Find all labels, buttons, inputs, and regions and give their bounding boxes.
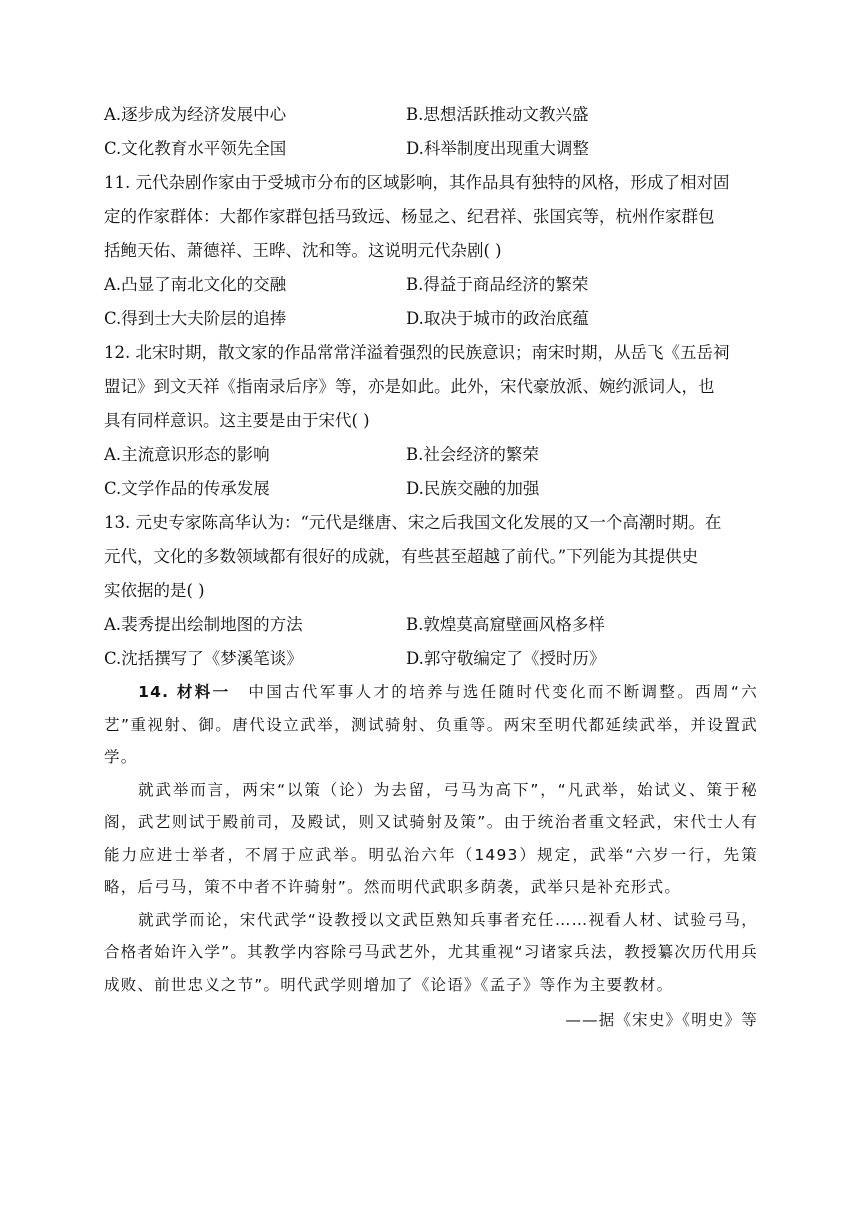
q12-stem-line: 盟记》到文天祥《指南录后序》等，亦是如此。此外，宋代豪放派、婉约派词人，也 bbox=[104, 377, 715, 396]
q11-option-row bbox=[104, 302, 758, 336]
q10-option-a[interactable]: A.逐步成为经济发展中心 bbox=[104, 105, 287, 124]
q10-option-row bbox=[104, 132, 758, 166]
q13-option-row bbox=[104, 642, 758, 676]
q14-paragraph-1 bbox=[104, 676, 758, 774]
q14-paragraph-1-text: 中国古代军事人才的培养与选任随时代变化而不断调整。西周“六艺”重视射、御。唐代设立武举，测试骑射、负重等。两宋至明代都延续武举，并设置武学。 bbox=[104, 683, 758, 766]
q11-stem-line: 定的作家群体：大都作家群包括马致远、杨显之、纪君祥、张国宾等，杭州作家群包 bbox=[104, 207, 715, 226]
q12-option-d[interactable]: D.民族交融的加强 bbox=[406, 479, 540, 498]
q13-stem-line: 实依据的是( ) bbox=[104, 581, 205, 600]
q11-option-row bbox=[104, 268, 758, 302]
q13-option-c[interactable]: C.沈括撰写了《梦溪笔谈》 bbox=[104, 649, 303, 668]
q14-heading: 14. 材料一 bbox=[138, 683, 231, 701]
q13-stem-line: 13. 元史专家陈高华认为：“元代是继唐、宋之后我国文化发展的又一个高潮时期。在 bbox=[104, 513, 722, 532]
q13-option-a[interactable]: A.裴秀提出绘制地图的方法 bbox=[104, 615, 303, 634]
q12-stem-line: 12. 北宋时期，散文家的作品常常洋溢着强烈的民族意识；南宋时期，从岳飞《五岳祠 bbox=[104, 343, 730, 362]
q10-option-c[interactable]: C.文化教育水平领先全国 bbox=[104, 139, 287, 158]
q12-option-b[interactable]: B.社会经济的繁荣 bbox=[406, 445, 539, 464]
q10-option-row bbox=[104, 98, 758, 132]
q10-option-d[interactable]: D.科举制度出现重大调整 bbox=[406, 139, 589, 158]
q11-stem-line: 括鲍天佑、萧德祥、王晔、沈和等。这说明元代杂剧( ) bbox=[104, 241, 502, 260]
q11-option-d[interactable]: D.取决于城市的政治底蕴 bbox=[406, 309, 589, 328]
q14-paragraph-2: 就武举而言，两宋“以策（论）为去留，弓马为高下”，“凡武举，始试义、策于秘阁，武艺则试于殿前司，及殿试，则又试骑射及策”。由于统治者重文轻武，宋代士人有能力应进士举者，不屑于应武举。明弘治六年（1493）规定，武举“六岁一行，先策略，后弓马，策不中者不许骑射”。然而明代武职多荫袭，武举只是补充形式。 bbox=[104, 780, 758, 896]
q13-stem-line: 元代，文化的多数领域都有很好的成就，有些甚至超越了前代。”下列能为其提供史 bbox=[104, 547, 699, 566]
q13-option-b[interactable]: B.敦煌莫高窟壁画风格多样 bbox=[406, 615, 605, 634]
q11-option-a[interactable]: A.凸显了南北文化的交融 bbox=[104, 275, 287, 294]
q11-option-b[interactable]: B.得益于商品经济的繁荣 bbox=[406, 275, 589, 294]
q10-option-b[interactable]: B.思想活跃推动文教兴盛 bbox=[406, 105, 589, 124]
q12-stem-line: 具有同样意识。这主要是由于宋代( ) bbox=[104, 411, 370, 430]
q11-option-c[interactable]: C.得到士大夫阶层的追捧 bbox=[104, 309, 287, 328]
q14-source-citation: ——据《宋史》《明史》等 bbox=[565, 1011, 758, 1029]
q13-option-row bbox=[104, 608, 758, 642]
document-page bbox=[104, 98, 758, 1037]
q13-option-d[interactable]: D.郭守敬编定了《授时历》 bbox=[406, 649, 606, 668]
q11-stem-line: 11. 元代杂剧作家由于受城市分布的区域影响，其作品具有独特的风格，形成了相对固 bbox=[104, 173, 730, 192]
q14-paragraph-3: 就武学而论，宋代武学“设教授以文武臣熟知兵事者充任……视看人材、试验弓马，合格者始许入学”。其教学内容除弓马武艺外，尤其重视“习诸家兵法，教授纂次历代用兵成败、前世忠义之节”。明代武学则增加了《论语》《孟子》等作为主要教材。 bbox=[104, 910, 758, 994]
q12-option-a[interactable]: A.主流意识形态的影响 bbox=[104, 445, 270, 464]
q12-option-row bbox=[104, 472, 758, 506]
q14-material bbox=[104, 676, 758, 1037]
q12-option-row bbox=[104, 438, 758, 472]
q12-option-c[interactable]: C.文学作品的传承发展 bbox=[104, 479, 270, 498]
